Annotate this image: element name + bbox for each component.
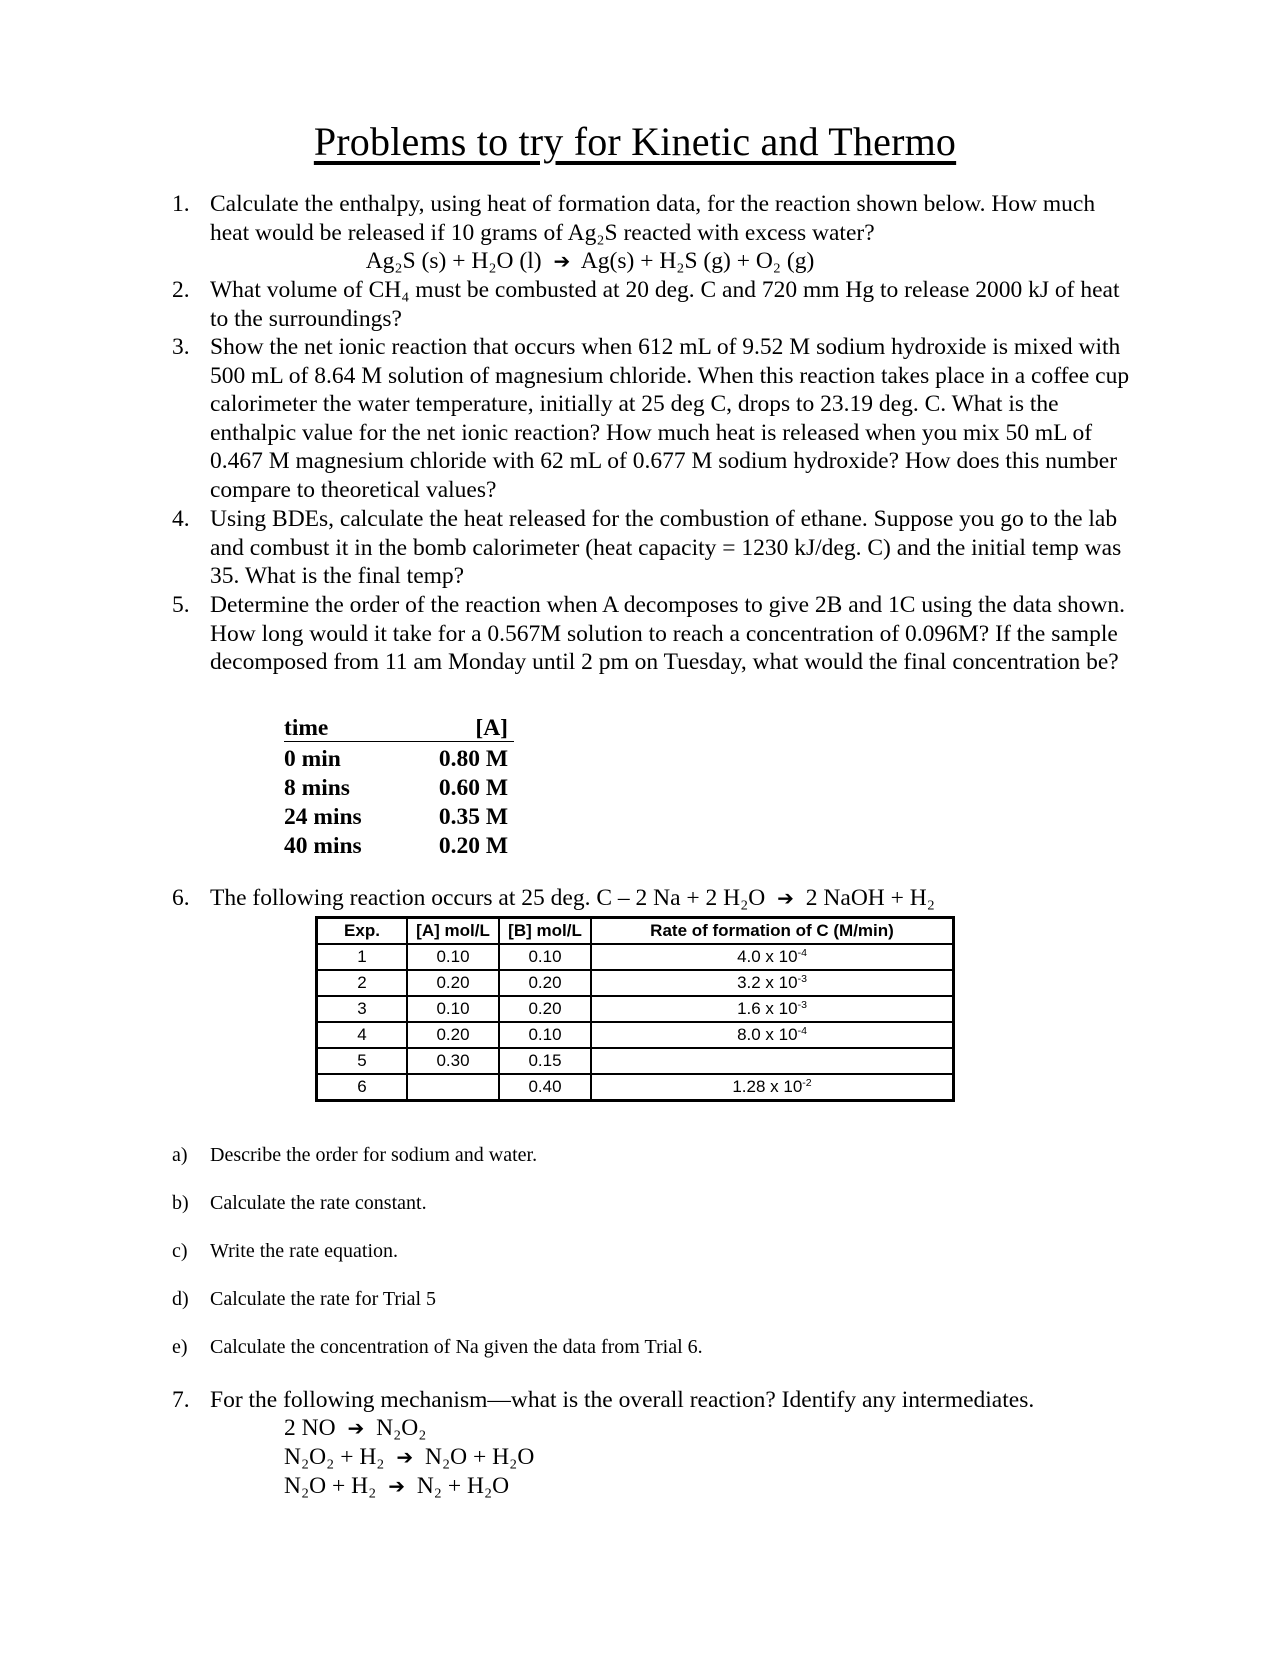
a-cell: 0.30 — [407, 1048, 499, 1074]
question-number: 3. — [172, 334, 190, 360]
concentration-cell: 0.80 M — [438, 746, 508, 772]
arrow-icon: ➔ — [777, 886, 794, 910]
question-text: Calculate the enthalpy, using heat of formation data, for the reaction shown below. How much heat would be released if 10 grams of Ag₂S reacted with excess water? — [210, 191, 1096, 246]
a-cell: 0.20 — [407, 1022, 499, 1048]
question-text: Show the net ionic reaction that occurs when 612 mL of 9.52 M sodium hydroxide is mixed with 500 mL of 8.64 M solution of magnesium chloride. When this reaction takes place in a coffee cup calorimeter the water temperature, initially at 25 deg C, drops to 23.19 deg. C. What is the enthalpic value for the net ionic reaction? How much heat is released when you mix 50 mL of 0.467 M magnesium chloride with 62 mL of 0.677 M sodium hydroxide? How does this number compare to theoretical values? — [210, 334, 1130, 503]
table-row — [284, 774, 514, 803]
header-exp: Exp. — [317, 918, 407, 944]
part-text: Calculate the rate constant. — [210, 1192, 427, 1214]
part-text: Write the rate equation. — [210, 1240, 398, 1262]
step-products: N₂O + H₂O — [425, 1444, 535, 1470]
table-row — [284, 745, 514, 774]
exp-cell: 5 — [317, 1048, 407, 1074]
question-text: Determine the order of the reaction when A decomposes to give 2B and 1C using the data shown. How long would it take for a 0.567M solution to reach a concentration of 0.096M? If the sample decomposed from 11 am Monday until 2 pm on Tuesday, what would the final concentration be? — [210, 592, 1125, 676]
arrow-icon: ➔ — [396, 1445, 414, 1469]
question-number: 1. — [172, 191, 190, 217]
table-row — [317, 996, 953, 1022]
equation-products: Ag(s) + H₂S (g) + O₂ (g) — [580, 248, 815, 275]
rate-cell — [591, 1048, 953, 1074]
question-4 — [172, 505, 1132, 591]
question-2 — [172, 276, 1132, 333]
table-row — [317, 944, 953, 970]
a-cell: 0.20 — [407, 970, 499, 996]
rate-value: 8.0 x 10 — [737, 1025, 798, 1044]
page-title: Problems to try for Kinetic and Thermo — [313, 119, 957, 164]
concentration-table — [284, 716, 514, 861]
reaction-equation — [210, 247, 970, 276]
b-cell: 0.20 — [499, 970, 591, 996]
part-label: a) — [172, 1144, 188, 1166]
question-text — [210, 884, 1132, 913]
table-row — [317, 1074, 953, 1100]
part-a — [172, 1144, 537, 1167]
header-b: [B] mol/L — [499, 918, 591, 944]
rate-exponent: -4 — [797, 947, 807, 959]
b-cell: 0.10 — [499, 1022, 591, 1048]
b-cell: 0.15 — [499, 1048, 591, 1074]
exp-cell: 2 — [317, 970, 407, 996]
rate-exponent: -3 — [797, 973, 807, 985]
table-row — [284, 832, 514, 861]
table-row — [317, 970, 953, 996]
part-text: Describe the order for sodium and water. — [210, 1144, 538, 1166]
mechanism-step-3 — [284, 1472, 509, 1501]
question-3 — [172, 333, 1132, 505]
rate-cell — [591, 1074, 953, 1100]
concentration-cell: 0.20 M — [438, 833, 508, 859]
part-label: c) — [172, 1240, 188, 1262]
reaction-products: 2 NaOH + H₂ — [805, 885, 935, 911]
reaction-text: The following reaction occurs at 25 deg. C – 2 Na + 2 H₂O — [210, 885, 766, 911]
table-row — [317, 1048, 953, 1074]
b-cell: 0.20 — [499, 996, 591, 1022]
b-cell: 0.10 — [499, 944, 591, 970]
table-header — [284, 716, 514, 742]
a-cell: 0.10 — [407, 944, 499, 970]
step-products: N₂ + H₂O — [416, 1473, 510, 1499]
question-text: Using BDEs, calculate the heat released for the combustion of ethane. Suppose you go to the lab and combust it in the bomb calorimeter (heat capacity = 1230 kJ/deg. C) and the initial temp was 35. What is the final temp? — [210, 506, 1122, 590]
mechanism-step-1 — [284, 1414, 426, 1443]
exp-cell: 4 — [317, 1022, 407, 1048]
rate-exponent: -2 — [802, 1077, 812, 1089]
concentration-cell: 0.60 M — [438, 775, 508, 801]
part-d — [172, 1288, 436, 1311]
question-number: 5. — [172, 592, 190, 618]
time-cell: 40 mins — [284, 833, 362, 859]
part-label: e) — [172, 1336, 188, 1358]
rate-value: 1.28 x 10 — [732, 1077, 803, 1096]
table-row — [317, 1022, 953, 1048]
arrow-icon: ➔ — [347, 1416, 365, 1440]
time-cell: 24 mins — [284, 804, 362, 830]
step-reactants: N₂O₂ + H₂ — [284, 1444, 385, 1470]
table-header — [317, 918, 953, 944]
a-cell — [407, 1074, 499, 1100]
part-label: d) — [172, 1288, 189, 1310]
question-5 — [172, 591, 1132, 677]
rate-value: 4.0 x 10 — [737, 947, 798, 966]
arrow-icon: ➔ — [388, 1474, 405, 1498]
part-text: Calculate the concentration of Na given the data from Trial 6. — [210, 1336, 703, 1358]
rate-exponent: -4 — [797, 1025, 807, 1037]
part-text: Calculate the rate for Trial 5 — [210, 1288, 437, 1310]
question-text: What volume of CH₄ must be combusted at 20 deg. C and 720 mm Hg to release 2000 kJ of heat to the surroundings? — [210, 277, 1120, 332]
header-a: [A] mol/L — [407, 918, 499, 944]
question-7 — [172, 1386, 1132, 1415]
concentration-cell: 0.35 M — [438, 804, 508, 830]
rate-cell — [591, 944, 953, 970]
part-b — [172, 1192, 427, 1215]
exp-cell: 3 — [317, 996, 407, 1022]
step-reactants: 2 NO — [284, 1415, 336, 1441]
part-e — [172, 1336, 703, 1359]
question-number: 7. — [172, 1387, 190, 1413]
arrow-icon: ➔ — [553, 249, 571, 274]
rate-table — [315, 916, 955, 1102]
column-header-time: time — [284, 715, 329, 741]
question-1 — [172, 190, 1132, 276]
a-cell: 0.10 — [407, 996, 499, 1022]
rate-value: 3.2 x 10 — [737, 973, 798, 992]
question-number: 6. — [172, 885, 190, 911]
step-reactants: N₂O + H₂ — [284, 1473, 377, 1499]
step-products: N₂O₂ — [376, 1415, 427, 1441]
exp-cell: 6 — [317, 1074, 407, 1100]
header-rate: Rate of formation of C (M/min) — [591, 918, 953, 944]
question-6 — [172, 884, 1132, 913]
rate-cell — [591, 996, 953, 1022]
rate-cell — [591, 970, 953, 996]
rate-exponent: -3 — [797, 999, 807, 1011]
mechanism-step-2 — [284, 1443, 534, 1472]
rate-cell — [591, 1022, 953, 1048]
b-cell: 0.40 — [499, 1074, 591, 1100]
question-text: For the following mechanism—what is the overall reaction? Identify any intermediates. — [210, 1387, 1035, 1413]
part-label: b) — [172, 1192, 189, 1214]
column-header-concentration: [A] — [475, 715, 508, 741]
equation-reactants: Ag₂S (s) + H₂O (l) — [365, 248, 542, 275]
exp-cell: 1 — [317, 944, 407, 970]
table-row — [284, 803, 514, 832]
question-number: 2. — [172, 277, 190, 303]
question-number: 4. — [172, 506, 190, 532]
time-cell: 0 min — [284, 746, 341, 772]
time-cell: 8 mins — [284, 775, 350, 801]
rate-value: 1.6 x 10 — [737, 999, 798, 1018]
part-c — [172, 1240, 398, 1263]
